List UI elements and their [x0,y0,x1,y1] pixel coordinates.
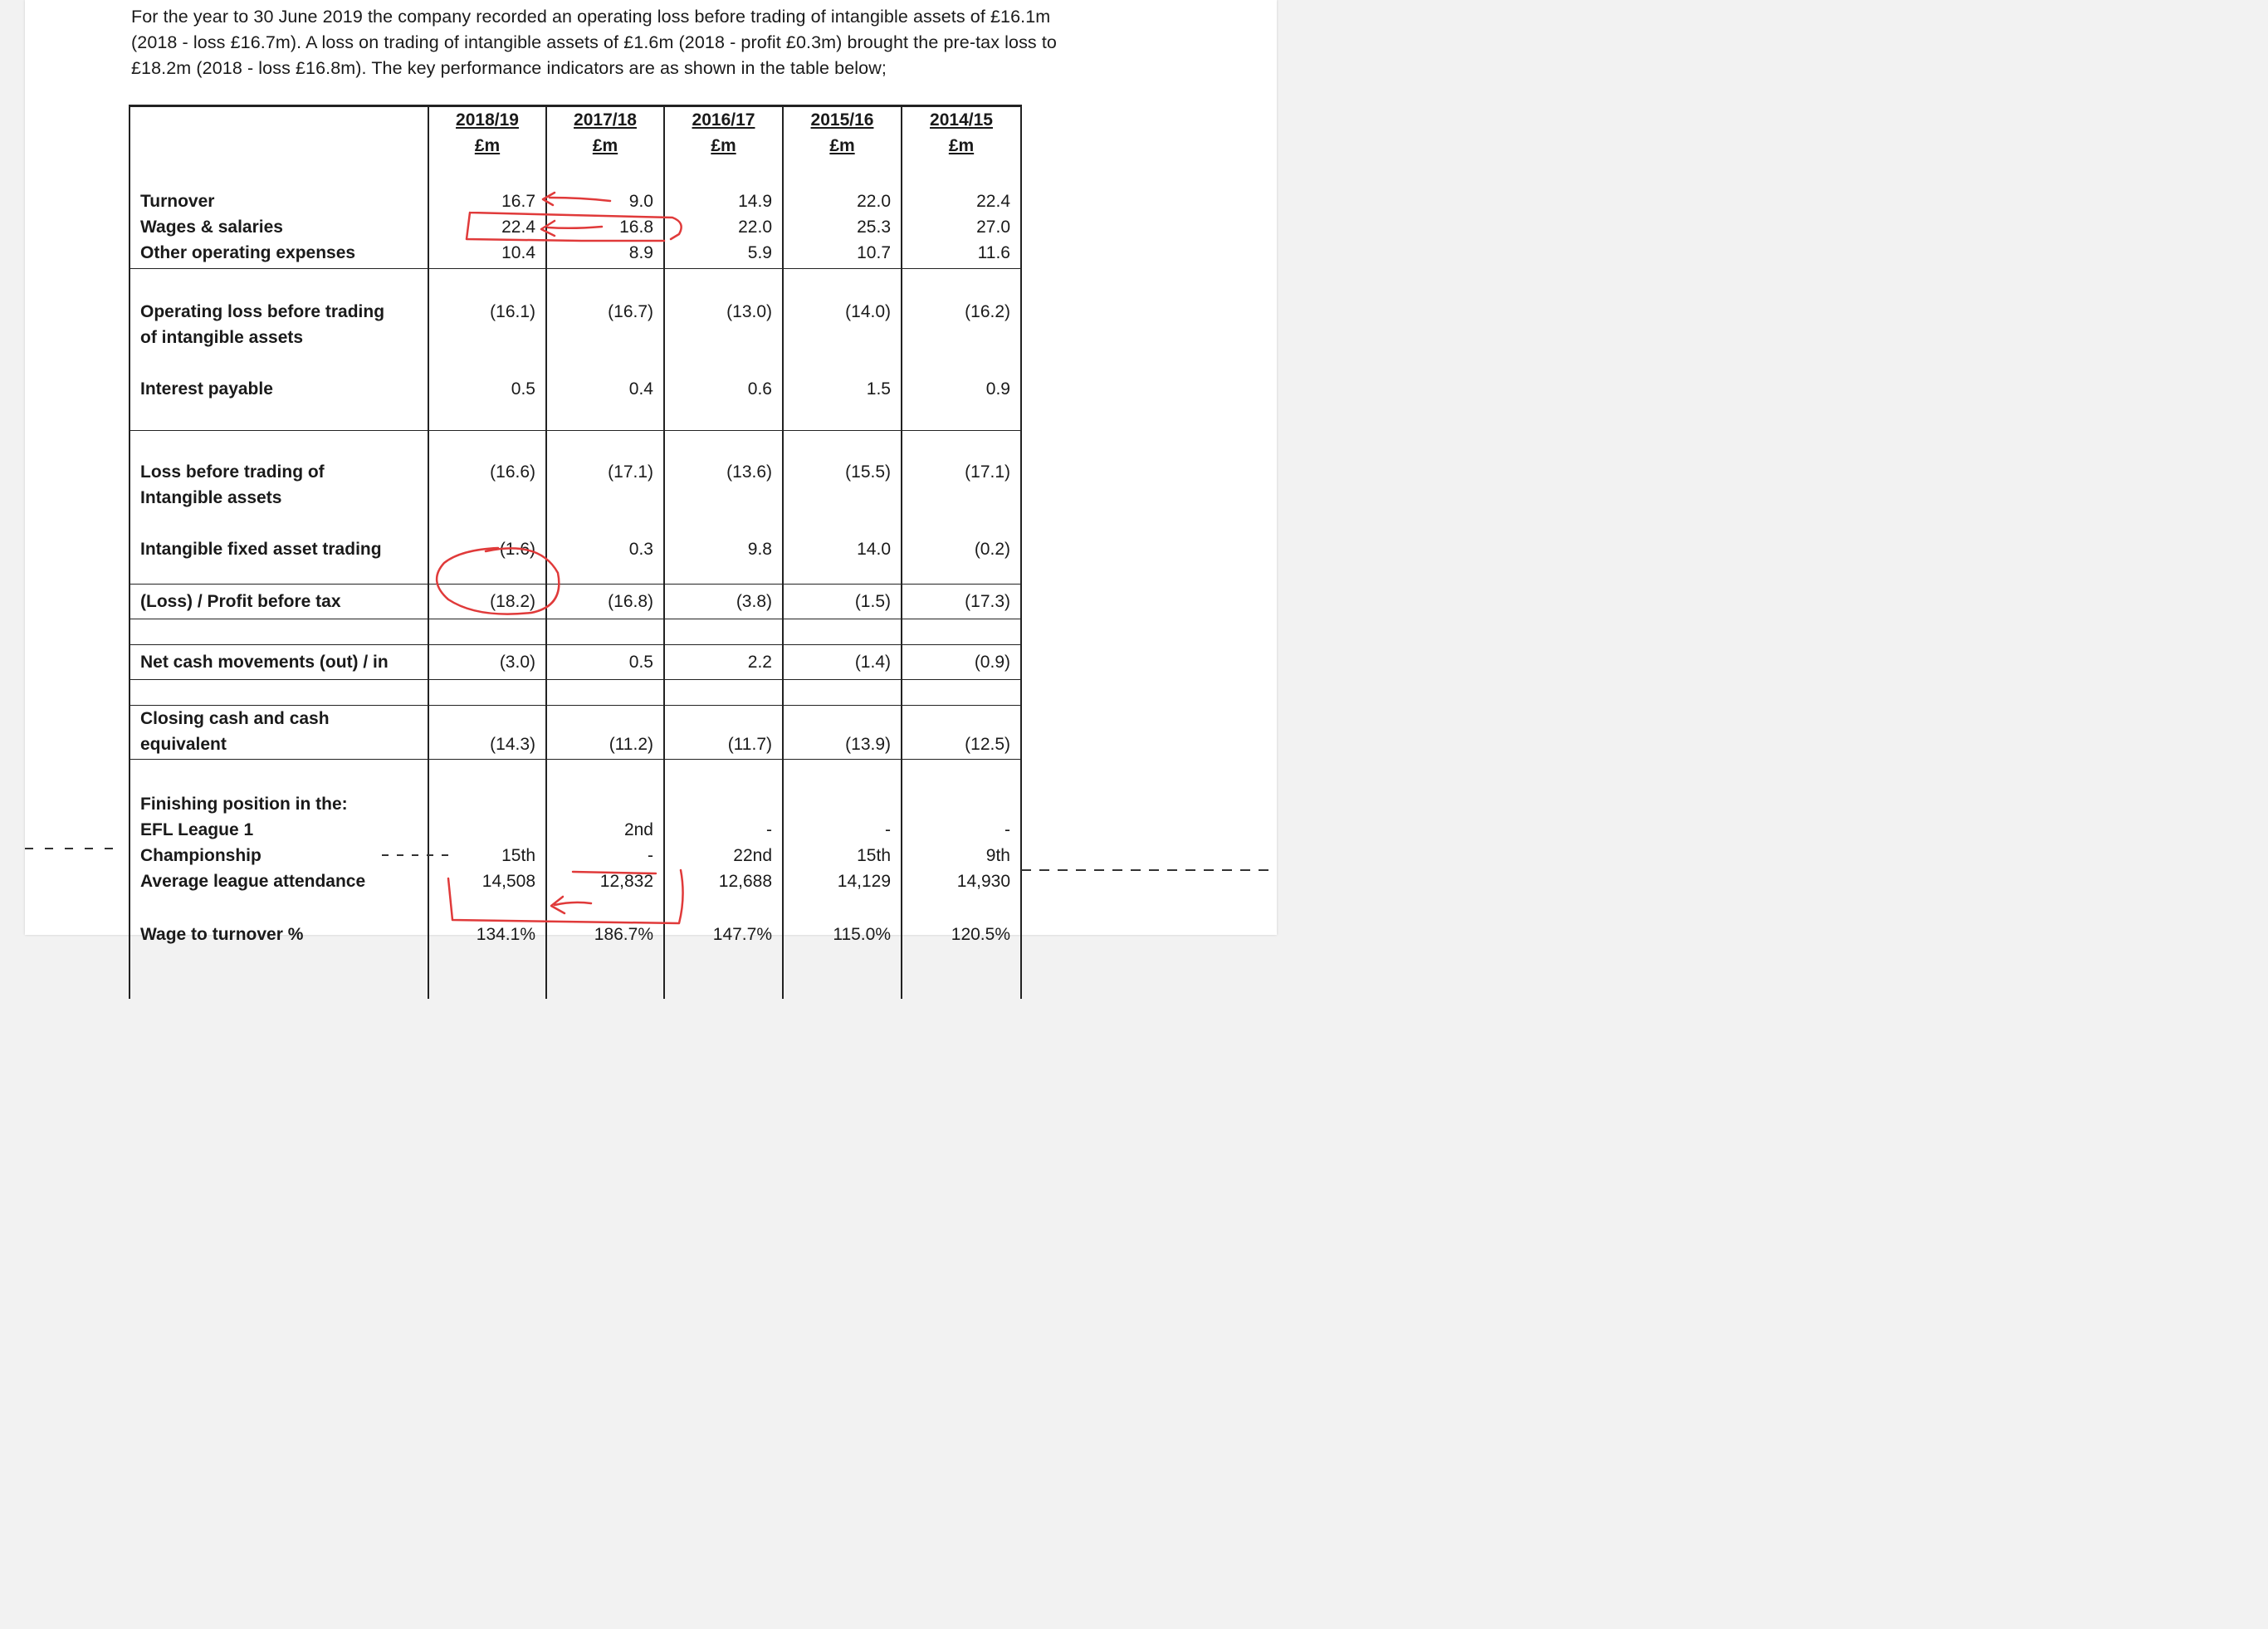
cell-costs: 22.0 25.3 10.7 [783,188,902,269]
cell-net-cash: (3.0) [428,645,546,680]
cell-pbt: (17.3) [902,585,1021,619]
cell-costs: 22.4 27.0 11.6 [902,188,1021,269]
cell-pbt: (18.2) [428,585,546,619]
label-pbt: (Loss) / Profit before tax [130,585,428,619]
cell-closing-cash: (13.9) [783,706,902,760]
cell-closing-cash: (12.5) [902,706,1021,760]
cell-costs: 14.9 22.0 5.9 [664,188,783,269]
cell-net-cash: 0.5 [546,645,664,680]
dashed-rule [0,0,1302,935]
cell-operating: (16.2) 0.9 [902,269,1021,431]
intro-line-1: For the year to 30 June 2019 the company recorded an operating loss before trading of intangible assets of £16.1m [131,7,1051,27]
cell-closing-cash: (11.2) [546,706,664,760]
cell-net-cash: (0.9) [902,645,1021,680]
label-loss-before: Loss before trading of Intangible assets Intangible fixed asset trading [130,431,428,585]
cell-finishing: 15th 14,508 134.1% [428,760,546,1000]
cell-operating: (14.0) 1.5 [783,269,902,431]
cell-loss-before: (17.1) (0.2) [902,431,1021,585]
cell-loss-before: (17.1) 0.3 [546,431,664,585]
cell-pbt: (1.5) [783,585,902,619]
intro-line-2: (2018 - loss £16.7m). A loss on trading of intangible assets of £1.6m (2018 - profit £0.3m) brought the pre-tax loss to [131,32,1057,52]
cell-costs: 9.0 16.8 8.9 [546,188,664,269]
label-finishing: Finishing position in the: EFL League 1 Championship Average league attendance Wage to turnover % [130,760,428,1000]
header-year: 2014/15 £m [902,106,1021,189]
cell-finishing: - 22nd 12,688 147.7% [664,760,783,1000]
label-closing-cash: Closing cash and cash equivalent [130,706,428,760]
cell-operating: (16.7) 0.4 [546,269,664,431]
cell-finishing: 2nd - 12,832 186.7% [546,760,664,1000]
cell-pbt: (16.8) [546,585,664,619]
header-year: 2018/19 £m [428,106,546,189]
cell-loss-before: (15.5) 14.0 [783,431,902,585]
cell-net-cash: 2.2 [664,645,783,680]
cell-loss-before: (16.6) (1.6) [428,431,546,585]
cell-loss-before: (13.6) 9.8 [664,431,783,585]
header-year: 2015/16 £m [783,106,902,189]
label-net-cash: Net cash movements (out) / in [130,645,428,680]
cell-closing-cash: (14.3) [428,706,546,760]
intro-line-3: £18.2m (2018 - loss £16.8m). The key performance indicators are as shown in the table below; [131,58,887,78]
cell-net-cash: (1.4) [783,645,902,680]
label-operating: Operating loss before trading of intangible assets Interest payable [130,269,428,431]
cell-finishing: - 15th 14,129 115.0% [783,760,902,1000]
label-costs: Turnover Wages & salaries Other operating expenses [130,188,428,269]
header-year: 2017/18 £m [546,106,664,189]
cell-finishing: - 9th 14,930 120.5% [902,760,1021,1000]
cell-pbt: (3.8) [664,585,783,619]
cell-closing-cash: (11.7) [664,706,783,760]
header-year: 2016/17 £m [664,106,783,189]
cell-costs: 16.7 22.4 10.4 [428,188,546,269]
cell-operating: (16.1) 0.5 [428,269,546,431]
cell-operating: (13.0) 0.6 [664,269,783,431]
